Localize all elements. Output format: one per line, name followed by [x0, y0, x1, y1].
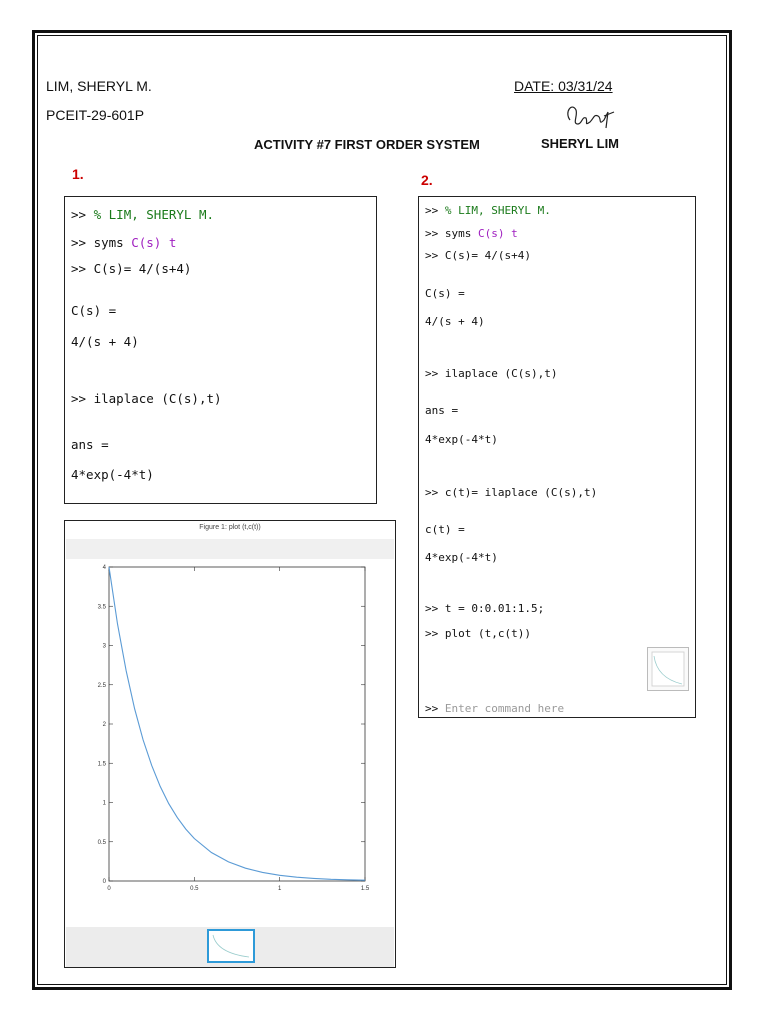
x-tick-label: 1	[277, 886, 282, 892]
plot-axes-box	[109, 567, 365, 881]
date-label: DATE: 03/31/24	[514, 78, 613, 94]
def-command: C(s)= 4/(s+4)	[93, 261, 192, 276]
plot-command: plot (t,c(t))	[444, 627, 531, 640]
part-1-label: 1.	[72, 166, 84, 182]
y-tick-label: 1.5	[97, 761, 106, 768]
section-code: PCEIT-29-601P	[46, 107, 145, 123]
term2-line-def	[425, 249, 531, 262]
command-input[interactable]	[425, 702, 564, 715]
term2-line-range	[425, 602, 544, 615]
term2-line-syms	[425, 227, 518, 240]
y-tick-label: 4	[102, 565, 106, 571]
term2-line-comment	[425, 204, 551, 217]
prompt: >>	[425, 227, 439, 240]
term2-ans-value: 4*exp(-4*t)	[425, 433, 498, 446]
figure-thumbnail[interactable]	[207, 929, 255, 963]
prompt: >>	[425, 486, 439, 499]
prompt: >>	[71, 235, 87, 250]
term2-out-label: C(s) =	[425, 287, 465, 300]
prompt: >>	[425, 702, 439, 715]
comment-text: % LIM, SHERYL M.	[444, 204, 551, 217]
ilaplace-command: ilaplace (C(s),t)	[93, 391, 222, 406]
prompt: >>	[425, 249, 439, 262]
y-tick-label: 0	[102, 879, 106, 885]
syms-args: C(s) t	[478, 227, 518, 240]
command-placeholder: Enter command here	[444, 702, 565, 715]
student-name: LIM, SHERYL M.	[46, 78, 152, 94]
term1-out-value: 4/(s + 4)	[71, 334, 139, 349]
y-tick-label: 0.5	[97, 839, 106, 846]
prompt: >>	[71, 391, 87, 406]
prompt: >>	[425, 602, 439, 615]
term2-out-value: 4/(s + 4)	[425, 315, 485, 328]
figure-title: Figure 1: plot (t,c(t))	[65, 521, 395, 539]
prompt: >>	[71, 207, 87, 222]
terminal-2	[418, 196, 696, 718]
y-tick-label: 2.5	[97, 682, 106, 689]
handwritten-signature	[548, 98, 628, 138]
y-tick-label: 2	[102, 722, 106, 728]
term1-line-syms	[71, 235, 176, 250]
term1-ans-value: 4*exp(-4*t)	[71, 467, 154, 482]
term1-ans-label: ans =	[71, 437, 109, 452]
term1-line-comment	[71, 207, 214, 222]
term2-ans-label: ans =	[425, 404, 459, 417]
syms-args: C(s) t	[131, 235, 177, 250]
activity-title: ACTIVITY #7 FIRST ORDER SYSTEM	[254, 137, 480, 152]
plot-thumbnail[interactable]	[647, 647, 689, 691]
term1-line-ilaplace	[71, 391, 222, 406]
figure-thumbnail-icon	[209, 931, 253, 961]
term1-out-label: C(s) =	[71, 303, 117, 318]
term2-line-assign	[425, 486, 597, 499]
prompt: >>	[425, 367, 439, 380]
syms-command: syms	[444, 227, 472, 240]
term2-ct-value: 4*exp(-4*t)	[425, 551, 498, 564]
def-command: C(s)= 4/(s+4)	[444, 249, 531, 262]
signature-name: SHERYL LIM	[541, 136, 620, 151]
ilaplace-command: ilaplace (C(s),t)	[444, 367, 558, 380]
line-chart	[65, 521, 395, 927]
prompt: >>	[425, 204, 439, 217]
figure-window	[64, 520, 396, 968]
y-tick-label: 3	[102, 643, 106, 650]
term2-line-ilaplace	[425, 367, 557, 380]
prompt: >>	[425, 627, 439, 640]
plot-thumbnail-icon	[648, 648, 688, 690]
y-tick-label: 3.5	[97, 604, 106, 611]
x-tick-label: 1.5	[360, 886, 370, 892]
term2-line-plot	[425, 627, 531, 640]
part-2-label: 2.	[421, 172, 433, 188]
range-command: t = 0:0.01:1.5;	[444, 602, 545, 615]
x-tick-label: 0	[107, 886, 111, 892]
prompt: >>	[71, 261, 87, 276]
syms-command: syms	[93, 235, 124, 250]
term1-line-def	[71, 261, 191, 276]
x-tick-label: 0.5	[190, 886, 199, 892]
terminal-1	[64, 196, 377, 504]
term2-ct-label: c(t) =	[425, 523, 465, 536]
assign-command: c(t)= ilaplace (C(s),t)	[444, 486, 598, 499]
comment-text: % LIM, SHERYL M.	[93, 207, 215, 222]
y-tick-label: 1	[102, 800, 106, 807]
